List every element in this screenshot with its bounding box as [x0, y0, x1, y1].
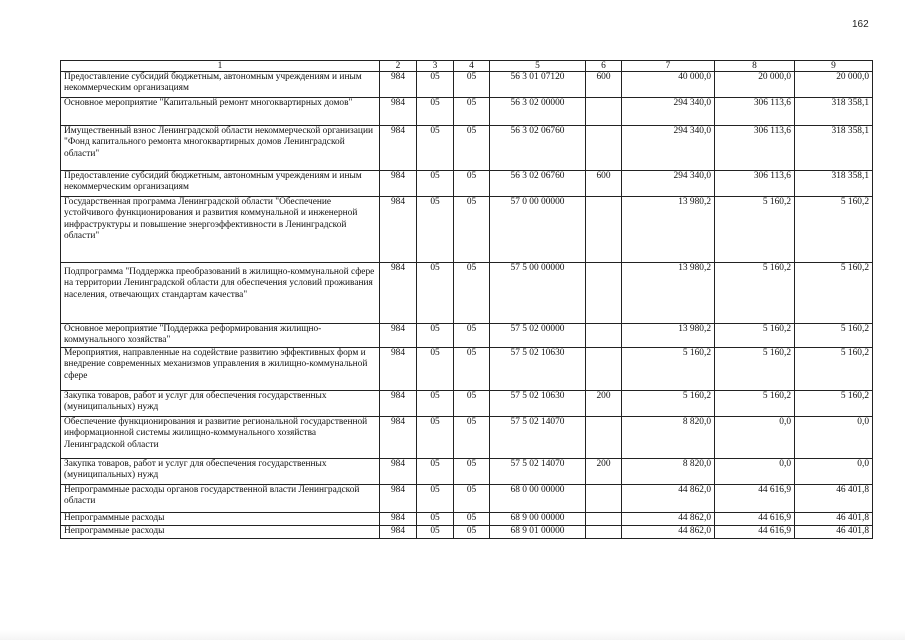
row-amount-col7: 5 160,2 [622, 391, 715, 417]
row-amount-col9: 46 401,8 [795, 485, 873, 513]
row-section: 05 [417, 98, 454, 126]
row-subsection: 05 [454, 526, 490, 539]
row-subsection: 05 [454, 197, 490, 263]
row-section: 05 [417, 526, 454, 539]
row-name: Закупка товаров, работ и услуг для обеспечения государственных (муниципальных) нужд [61, 391, 380, 417]
row-section: 05 [417, 417, 454, 459]
table-row [61, 526, 873, 539]
scan-edge [0, 630, 905, 640]
row-ministry-code: 984 [380, 485, 417, 513]
row-amount-col9: 20 000,0 [795, 72, 873, 98]
row-target-article: 68 0 00 00000 [490, 485, 586, 513]
row-amount-col7: 8 820,0 [622, 459, 715, 485]
row-expense-type: 600 [586, 171, 622, 197]
table-row [61, 391, 873, 417]
table-body [61, 72, 873, 539]
row-amount-col8: 20 000,0 [715, 72, 795, 98]
header-cell-9: 9 [795, 61, 873, 72]
table-row [61, 263, 873, 324]
row-expense-type: 200 [586, 459, 622, 485]
row-amount-col9: 318 358,1 [795, 98, 873, 126]
row-amount-col8: 306 113,6 [715, 171, 795, 197]
row-amount-col9: 5 160,2 [795, 263, 873, 324]
row-subsection: 05 [454, 98, 490, 126]
row-section: 05 [417, 459, 454, 485]
row-amount-col8: 44 616,9 [715, 513, 795, 526]
row-target-article: 56 3 02 06760 [490, 126, 586, 171]
row-subsection: 05 [454, 348, 490, 391]
row-amount-col8: 5 160,2 [715, 263, 795, 324]
row-expense-type [586, 126, 622, 171]
table-row [61, 72, 873, 98]
row-amount-col7: 294 340,0 [622, 171, 715, 197]
row-target-article: 57 5 02 10630 [490, 391, 586, 417]
table-row [61, 98, 873, 126]
row-amount-col7: 44 862,0 [622, 485, 715, 513]
row-amount-col9: 5 160,2 [795, 348, 873, 391]
table-row [61, 513, 873, 526]
header-cell-5: 5 [490, 61, 586, 72]
row-section: 05 [417, 72, 454, 98]
row-ministry-code: 984 [380, 171, 417, 197]
row-amount-col9: 46 401,8 [795, 526, 873, 539]
row-ministry-code: 984 [380, 98, 417, 126]
row-ministry-code: 984 [380, 417, 417, 459]
row-ministry-code: 984 [380, 391, 417, 417]
row-ministry-code: 984 [380, 324, 417, 348]
row-amount-col8: 5 160,2 [715, 324, 795, 348]
row-section: 05 [417, 324, 454, 348]
header-cell-6: 6 [586, 61, 622, 72]
row-ministry-code: 984 [380, 513, 417, 526]
table-row [61, 197, 873, 263]
page-number: 162 [852, 19, 869, 30]
row-amount-col9: 0,0 [795, 459, 873, 485]
row-ministry-code: 984 [380, 459, 417, 485]
table-row [61, 171, 873, 197]
row-subsection: 05 [454, 324, 490, 348]
row-amount-col7: 13 980,2 [622, 197, 715, 263]
header-cell-7: 7 [622, 61, 715, 72]
row-amount-col8: 5 160,2 [715, 197, 795, 263]
row-target-article: 68 9 01 00000 [490, 526, 586, 539]
row-subsection: 05 [454, 391, 490, 417]
row-amount-col8: 306 113,6 [715, 98, 795, 126]
row-amount-col9: 5 160,2 [795, 391, 873, 417]
row-amount-col7: 294 340,0 [622, 126, 715, 171]
row-name: Предоставление субсидий бюджетным, автономным учреждениям и иным некоммерческим организациям [61, 171, 380, 197]
row-section: 05 [417, 513, 454, 526]
row-amount-col9: 5 160,2 [795, 197, 873, 263]
row-subsection: 05 [454, 417, 490, 459]
row-section: 05 [417, 171, 454, 197]
row-amount-col8: 306 113,6 [715, 126, 795, 171]
row-subsection: 05 [454, 171, 490, 197]
row-target-article: 56 3 02 06760 [490, 171, 586, 197]
row-expense-type [586, 526, 622, 539]
table-row [61, 459, 873, 485]
row-amount-col8: 5 160,2 [715, 348, 795, 391]
row-subsection: 05 [454, 126, 490, 171]
row-amount-col7: 13 980,2 [622, 324, 715, 348]
budget-table [60, 60, 873, 539]
row-expense-type [586, 485, 622, 513]
row-amount-col8: 44 616,9 [715, 485, 795, 513]
row-section: 05 [417, 126, 454, 171]
row-ministry-code: 984 [380, 72, 417, 98]
row-name: Закупка товаров, работ и услуг для обеспечения государственных (муниципальных) нужд [61, 459, 380, 485]
row-section: 05 [417, 485, 454, 513]
row-section: 05 [417, 263, 454, 324]
row-amount-col8: 0,0 [715, 417, 795, 459]
row-amount-col9: 46 401,8 [795, 513, 873, 526]
table-row [61, 324, 873, 348]
row-subsection: 05 [454, 72, 490, 98]
row-section: 05 [417, 391, 454, 417]
row-amount-col9: 318 358,1 [795, 126, 873, 171]
row-subsection: 05 [454, 485, 490, 513]
row-amount-col9: 318 358,1 [795, 171, 873, 197]
row-ministry-code: 984 [380, 126, 417, 171]
row-target-article: 56 3 01 07120 [490, 72, 586, 98]
row-section: 05 [417, 197, 454, 263]
row-name: Государственная программа Ленинградской области "Обеспечение устойчивого функционирования и развития коммунальной и инженерной инфраструктуры и повышение энергоэффективности в Ленинградской области" [61, 197, 380, 263]
row-target-article: 57 5 02 14070 [490, 459, 586, 485]
row-name: Непрограммные расходы органов государственной власти Ленинградской области [61, 485, 380, 513]
header-cell-4: 4 [454, 61, 490, 72]
row-amount-col7: 8 820,0 [622, 417, 715, 459]
row-section: 05 [417, 348, 454, 391]
row-amount-col8: 5 160,2 [715, 391, 795, 417]
row-amount-col7: 44 862,0 [622, 526, 715, 539]
row-expense-type: 600 [586, 72, 622, 98]
row-name: Предоставление субсидий бюджетным, автономным учреждениям и иным некоммерческим организациям [61, 72, 380, 98]
row-expense-type [586, 513, 622, 526]
header-row [61, 61, 873, 72]
row-expense-type [586, 348, 622, 391]
row-ministry-code: 984 [380, 526, 417, 539]
row-name: Основное мероприятие "Капитальный ремонт многоквартирных домов" [61, 98, 380, 126]
row-amount-col7: 5 160,2 [622, 348, 715, 391]
row-subsection: 05 [454, 459, 490, 485]
row-amount-col8: 0,0 [715, 459, 795, 485]
row-amount-col7: 294 340,0 [622, 98, 715, 126]
row-ministry-code: 984 [380, 263, 417, 324]
row-target-article: 68 9 00 00000 [490, 513, 586, 526]
row-expense-type [586, 417, 622, 459]
header-cell-1: 1 [61, 61, 380, 72]
row-expense-type [586, 263, 622, 324]
table-row [61, 485, 873, 513]
row-subsection: 05 [454, 263, 490, 324]
row-name: Имущественный взнос Ленинградской области некоммерческой организации "Фонд капитального ремонта многоквартирных домов Ленинградской области" [61, 126, 380, 171]
row-ministry-code: 984 [380, 197, 417, 263]
row-subsection: 05 [454, 513, 490, 526]
row-expense-type: 200 [586, 391, 622, 417]
row-name: Непрограммные расходы [61, 513, 380, 526]
row-target-article: 57 5 02 14070 [490, 417, 586, 459]
row-amount-col7: 40 000,0 [622, 72, 715, 98]
header-cell-3: 3 [417, 61, 454, 72]
row-target-article: 57 5 02 10630 [490, 348, 586, 391]
header-cell-8: 8 [715, 61, 795, 72]
row-amount-col8: 44 616,9 [715, 526, 795, 539]
row-amount-col7: 44 862,0 [622, 513, 715, 526]
row-name: Мероприятия, направленные на содействие развитию эффективных форм и внедрение современных механизмов управления в жилищно-коммунальной сфере [61, 348, 380, 391]
row-name: Основное мероприятие "Поддержка реформирования жилищно-коммунального хозяйства" [61, 324, 380, 348]
row-expense-type [586, 197, 622, 263]
row-amount-col9: 0,0 [795, 417, 873, 459]
table-row [61, 417, 873, 459]
row-target-article: 57 0 00 00000 [490, 197, 586, 263]
row-target-article: 57 5 00 00000 [490, 263, 586, 324]
table-row [61, 126, 873, 171]
row-expense-type [586, 98, 622, 126]
row-target-article: 56 3 02 00000 [490, 98, 586, 126]
row-amount-col9: 5 160,2 [795, 324, 873, 348]
row-ministry-code: 984 [380, 348, 417, 391]
row-name: Подпрограмма "Поддержка преобразований в жилищно-коммунальной сфере на территории Ленинградской области для обеспечения условий проживания населения, отвечающих стандартам качества" [61, 263, 380, 324]
row-amount-col7: 13 980,2 [622, 263, 715, 324]
row-name: Непрограммные расходы [61, 526, 380, 539]
row-target-article: 57 5 02 00000 [490, 324, 586, 348]
row-name: Обеспечение функционирования и развитие региональной государственной информационной системы жилищно-коммунального хозяйства Ленинградской области [61, 417, 380, 459]
row-expense-type [586, 324, 622, 348]
table-row [61, 348, 873, 391]
header-cell-2: 2 [380, 61, 417, 72]
